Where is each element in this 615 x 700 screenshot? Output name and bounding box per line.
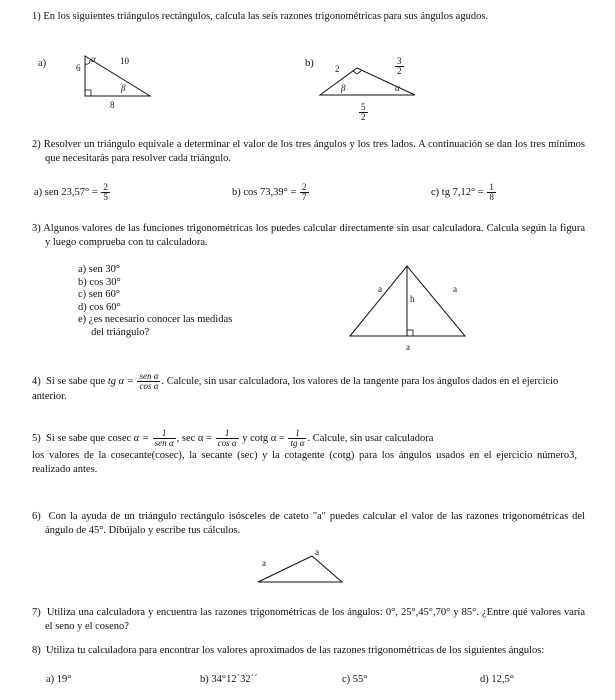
q1-triangle-a [50, 48, 160, 110]
q2-paragraph [32, 138, 585, 165]
q5-lead: Si se sabe que cosec [46, 432, 132, 444]
q7-number: 7) [32, 607, 41, 618]
q2-number: 2) [32, 139, 41, 150]
q3-item-e: e) ¿es necesario conocer las medidas [78, 314, 233, 325]
q1-fig-a-label: a) [38, 58, 47, 69]
q6-paragraph [32, 510, 585, 537]
q6-text: Con la ayuda de un triángulo rectángulo isósceles de cateto "a" puedes calcular el valor de las razones trigonométricas del ángulo de 45°. Dibújalo y escribe tus cálculos. [45, 511, 585, 536]
q5-alpha: α = [133, 432, 149, 444]
q1-number: 1) [32, 11, 41, 22]
q4-den: cos α [139, 381, 159, 391]
q2-item-c-den: 8 [489, 192, 494, 202]
q5-f2-num: 1 [216, 429, 239, 439]
q1-fig-a-angle-right: β [121, 83, 126, 93]
q2-item-c-num: 1 [489, 182, 494, 192]
q3-item-b: b) cos 30° [78, 276, 121, 288]
q6-fig-side-top: a [315, 547, 319, 557]
q7-paragraph [32, 606, 585, 633]
q2-item-a [34, 183, 111, 202]
q1-fig-a-side-left: 6 [76, 63, 81, 73]
q1-fig-a-side-bottom: 8 [110, 100, 115, 110]
q5-paragraph [32, 429, 577, 476]
q1-fig-b-side-left: 2 [335, 64, 340, 74]
q2-item-c-prefix: c) tg 7,12° = [431, 186, 484, 198]
q5-text: los valores de la cosecante(cosec), la secante (sec) y la cotagente (cotg) para los ángulos usados en el ejercicio número3, realizado antes. [32, 450, 577, 475]
q5-tail: . Calcule, sin usar calculadora [307, 432, 434, 444]
q4-line-1 [32, 372, 572, 402]
q5-f3-den: tg α [290, 438, 305, 448]
q5-f1-num: 1 [153, 429, 176, 439]
q3-item-c: c) sen 60° [78, 289, 121, 300]
q1-fig-b-side-bottom-num: 5 [361, 102, 366, 112]
q2-item-b-num: 2 [302, 182, 307, 192]
q7-text: Utiliza una calculadora y encuentra las razones trigonométricas de los ángulos: 0°, 25°,45°,70° y 85°. ¿Entre qué valores varía el seno y el coseno? [45, 607, 586, 632]
q6-number: 6) [32, 511, 41, 522]
q1-fig-b-side-bottom [359, 103, 368, 122]
q8-item-d: d) 12,5° [480, 674, 514, 685]
q2-item-b-prefix: b) cos 73,39° = [232, 186, 297, 198]
q4-lead: Si se sabe que [46, 375, 106, 387]
q2-text: Resolver un triángulo equivale a determinar el valor de los tres ángulos y los tres lados. A continuación se dan los tres mínimos que necesitarás para resolver cada triángulo. [43, 139, 585, 164]
q3-fig-height: h [410, 294, 415, 304]
q8-number: 8) [32, 645, 41, 656]
q3-fig-base: a [406, 342, 410, 352]
q3-paragraph [32, 222, 585, 249]
q8-item-a: a) 19° [46, 674, 72, 685]
q4-tg: tg α = [107, 375, 134, 387]
q3-item-a: a) sen 30° [78, 264, 121, 275]
q2-item-a-den: 5 [103, 192, 108, 202]
q3-fig-side-left: a [378, 284, 382, 294]
q2-item-a-num: 2 [103, 182, 108, 192]
q3-fig-side-right: a [453, 284, 457, 294]
q2-item-a-prefix: a) sen 23,57° = [34, 186, 98, 198]
q6-fig-side-left: a [262, 558, 266, 568]
q5-f3-num: 1 [288, 429, 306, 439]
q2-item-c [431, 183, 497, 202]
q1-triangle-b [310, 58, 430, 102]
q4-num: sen α [139, 371, 159, 381]
q1-fig-b-side-right [395, 57, 404, 76]
q1-fig-b-label: b) [305, 58, 314, 69]
q5-f2-den: cos α [217, 438, 237, 448]
q4-text: . Calcule, sin usar calculadora, los valores de la tangente para los ángulos dados en el ejercicio anterior. [32, 375, 559, 402]
q8-item-b: b) 34°12´32´´ [200, 674, 258, 685]
q4-number: 4) [32, 375, 41, 387]
q2-item-b-den: 7 [302, 192, 307, 202]
q8-paragraph [32, 644, 585, 658]
q5-number: 5) [32, 432, 41, 444]
q1-text: En los siguientes triángulos rectángulos, calcula las seis razones trigonométricas para sus ángulos agudos. [43, 11, 489, 22]
q1-fig-b-angle-right: α [395, 83, 400, 93]
q1-fig-b-side-right-num: 3 [397, 56, 402, 66]
q1-fig-b-side-right-den: 2 [397, 66, 402, 76]
q1-fig-a-side-hyp: 10 [120, 56, 129, 66]
q3-item-d: d) cos 60° [78, 301, 121, 313]
q2-item-b [232, 183, 310, 202]
q3-text: Algunos valores de las funciones trigonométricas los puedes calcular directamente sin usar calculadora. Calcula según la figura y luego comprueba con tu calculadora. [43, 223, 585, 248]
q3-items [78, 264, 232, 339]
q8-item-c: c) 55° [342, 674, 368, 685]
q5-sec: , sec α = [176, 432, 212, 444]
q1-fig-b-side-bottom-den: 2 [361, 112, 366, 122]
q5-f1-den: sen α [154, 438, 174, 448]
q8-text: Utiliza tu calculadora para encontrar los valores aproximados de las razones trigonométricas de los siguientes ángulos: [46, 645, 545, 656]
q1-fig-b-angle-left: β [341, 83, 346, 93]
q1-paragraph [32, 10, 585, 24]
q3-item-e-cont: del triángulo? [78, 326, 150, 338]
q1-fig-a-angle-top: α [91, 54, 96, 64]
q3-number: 3) [32, 223, 41, 234]
q5-cotg: y cotg α = [242, 432, 285, 444]
